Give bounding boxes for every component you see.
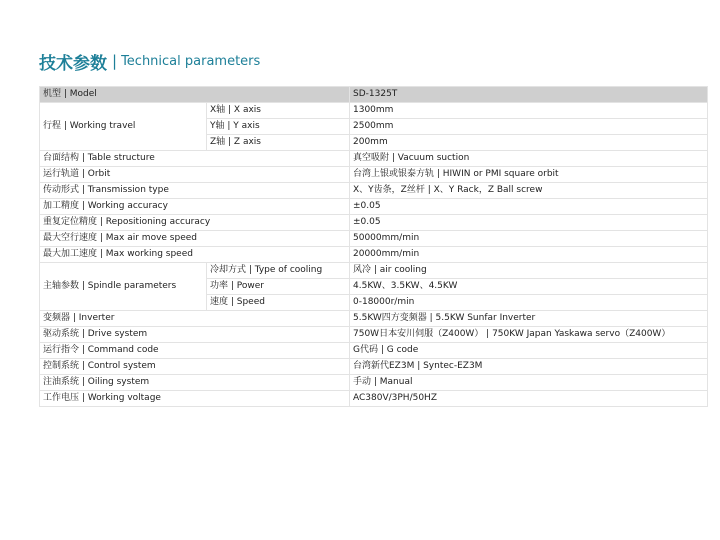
table-row xyxy=(40,167,708,183)
heading-separator: | xyxy=(112,52,118,70)
value-cell: 2500mm xyxy=(350,119,708,135)
value-cell: 0-18000r/min xyxy=(350,295,708,311)
label-cell: 台面结构 | Table structure xyxy=(40,151,350,167)
label-cell: 最大空行速度 | Max air move speed xyxy=(40,231,350,247)
table-row xyxy=(40,359,708,375)
table-row xyxy=(40,247,708,263)
table-row xyxy=(40,183,708,199)
working-travel-label: 行程 | Working travel xyxy=(40,103,207,151)
table-row xyxy=(40,343,708,359)
table-row xyxy=(40,327,708,343)
value-cell: ±0.05 xyxy=(350,215,708,231)
label-cell: 传动形式 | Transmission type xyxy=(40,183,350,199)
header-label-cell: 机型 | Model xyxy=(40,87,350,103)
label-cell: 变频器 | Inverter xyxy=(40,311,350,327)
sub-label-cell: 功率 | Power xyxy=(207,279,350,295)
value-cell: 20000mm/min xyxy=(350,247,708,263)
value-cell: G代码 | G code xyxy=(350,343,708,359)
value-cell: 台湾上银或银泰方轨 | HIWIN or PMI square orbit xyxy=(350,167,708,183)
value-cell: 4.5KW、3.5KW、4.5KW xyxy=(350,279,708,295)
value-cell: 手动 | Manual xyxy=(350,375,708,391)
value-cell: 50000mm/min xyxy=(350,231,708,247)
label-cell: 运行轨道 | Orbit xyxy=(40,167,350,183)
table-row xyxy=(40,151,708,167)
value-cell: ±0.05 xyxy=(350,199,708,215)
spindle-label: 主轴参数 | Spindle parameters xyxy=(40,263,207,311)
heading-title-en: Technical parameters xyxy=(121,53,261,69)
table-row xyxy=(40,263,708,279)
table-row xyxy=(40,199,708,215)
value-cell: 5.5KW四方变频器 | 5.5KW Sunfar Inverter xyxy=(350,311,708,327)
label-cell: 注油系统 | Oiling system xyxy=(40,375,350,391)
sub-label-cell: 冷却方式 | Type of cooling xyxy=(207,263,350,279)
sub-label-cell: 速度 | Speed xyxy=(207,295,350,311)
label-cell: 最大加工速度 | Max working speed xyxy=(40,247,350,263)
label-cell: 驱动系统 | Drive system xyxy=(40,327,350,343)
sub-label-cell: Y轴 | Y axis xyxy=(207,119,350,135)
value-cell: 真空吸附 | Vacuum suction xyxy=(350,151,708,167)
sub-label-cell: X轴 | X axis xyxy=(207,103,350,119)
section-heading xyxy=(39,50,260,72)
table-row xyxy=(40,391,708,407)
label-cell: 加工精度 | Working accuracy xyxy=(40,199,350,215)
label-cell: 重复定位精度 | Repositioning accuracy xyxy=(40,215,350,231)
table-row xyxy=(40,215,708,231)
table-row xyxy=(40,103,708,119)
table-row xyxy=(40,375,708,391)
table-row xyxy=(40,231,708,247)
label-cell: 工作电压 | Working voltage xyxy=(40,391,350,407)
value-cell: 200mm xyxy=(350,135,708,151)
header-value-cell: SD-1325T xyxy=(350,87,708,103)
value-cell: 1300mm xyxy=(350,103,708,119)
table-header-row xyxy=(40,87,708,103)
label-cell: 控制系统 | Control system xyxy=(40,359,350,375)
value-cell: 风冷 | air cooling xyxy=(350,263,708,279)
parameters-table xyxy=(39,86,708,407)
sub-label-cell: Z轴 | Z axis xyxy=(207,135,350,151)
value-cell: 750W日本安川伺服（Z400W） | 750KW Japan Yaskawa servo（Z400W） xyxy=(350,327,708,343)
label-cell: 运行指令 | Command code xyxy=(40,343,350,359)
value-cell: AC380V/3PH/50HZ xyxy=(350,391,708,407)
value-cell: 台湾新代EZ3M | Syntec-EZ3M xyxy=(350,359,708,375)
heading-title-zh: 技术参数 xyxy=(39,53,107,74)
value-cell: X、Y齿条，Z丝杆 | X、Y Rack，Z Ball screw xyxy=(350,183,708,199)
table-row xyxy=(40,311,708,327)
